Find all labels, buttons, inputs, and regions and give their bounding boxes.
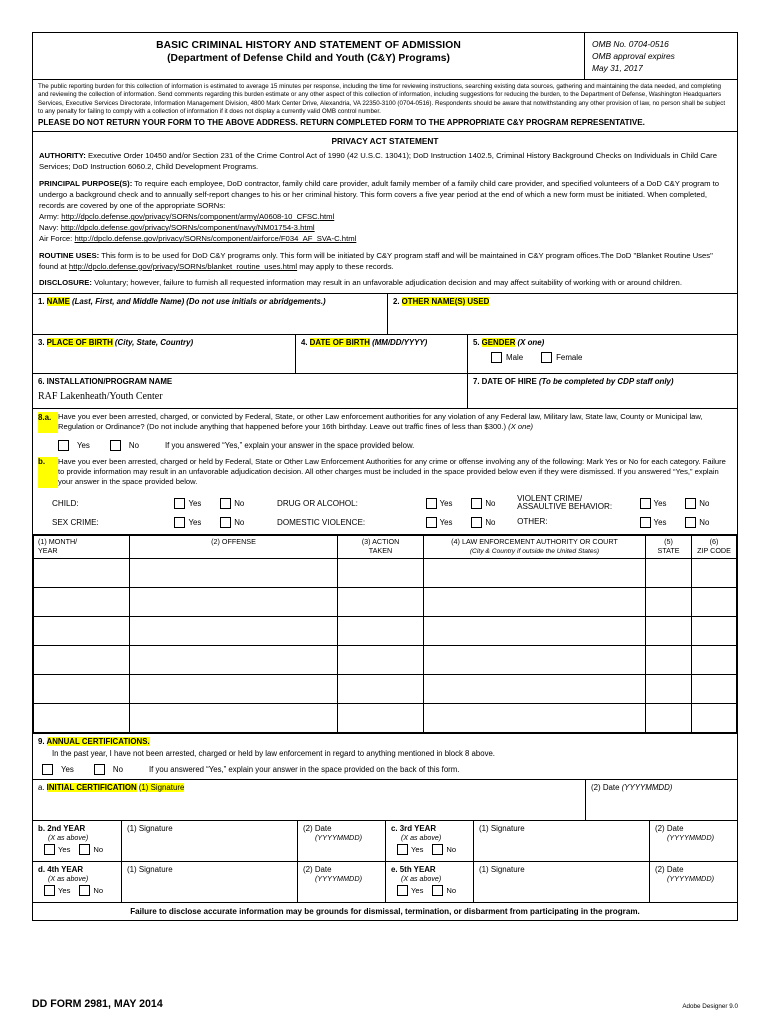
- year-3-no-checkbox[interactable]: [432, 844, 443, 855]
- offense-table-wrapper: [33, 534, 737, 734]
- privacy-routine-uses: [39, 250, 731, 272]
- year-5-date-label: (2) Date: [655, 865, 684, 875]
- initial-certification-date-hint: (YYYYMMDD): [621, 783, 673, 793]
- category-other-yes-checkbox[interactable]: [640, 517, 651, 528]
- block-8a-answer-row: [38, 440, 731, 451]
- sorn-airforce-label: Air Force:: [39, 234, 73, 244]
- year-4-signature[interactable]: [121, 862, 297, 902]
- cell-authority[interactable]: [424, 588, 646, 617]
- cell-state[interactable]: [646, 588, 692, 617]
- field-2-number: 2.: [393, 297, 400, 306]
- year-2-title: 2nd YEAR: [47, 824, 86, 834]
- category-violent-no-label: No: [699, 498, 710, 508]
- category-sexcrime-yes[interactable]: [174, 517, 220, 528]
- burden-statement: [33, 80, 737, 133]
- field-1-number: 1.: [38, 297, 45, 306]
- cell-offense[interactable]: [130, 559, 338, 588]
- cell-state[interactable]: [646, 675, 692, 704]
- form-title-line2: (Department of Defense Child and Youth (C&Y) Programs): [167, 53, 450, 64]
- block-8a-tag: 8.a.: [38, 412, 58, 433]
- category-drug-yes[interactable]: [426, 498, 472, 509]
- privacy-purpose: [39, 178, 731, 245]
- sorn-airforce-link[interactable]: http://dpclo.defense.gov/privacy/SORNs/component/airforce/F034_AF_SVA-C.html: [74, 234, 357, 244]
- cell-offense[interactable]: [130, 646, 338, 675]
- burden-notice: PLEASE DO NOT RETURN YOUR FORM TO THE ABOVE ADDRESS. RETURN COMPLETED FORM TO THE APPROPRIATE C&Y PROGRAM REPRESENTATIVE.: [38, 117, 645, 127]
- table-row[interactable]: [34, 559, 737, 588]
- table-row[interactable]: [34, 675, 737, 704]
- year-5-no-label: No: [446, 886, 457, 896]
- field-1-label: NAME: [46, 297, 70, 306]
- privacy-disclosure-label: DISCLOSURE:: [39, 277, 92, 287]
- cell-authority[interactable]: [424, 704, 646, 733]
- year-5-date[interactable]: [649, 862, 737, 902]
- category-other-yes[interactable]: [640, 517, 686, 528]
- cell-zip[interactable]: [692, 646, 737, 675]
- initial-certification-label: INITIAL CERTIFICATION: [46, 783, 137, 793]
- omb-block: [585, 33, 737, 79]
- offense-col-action-taken: [338, 536, 424, 559]
- field-4-date-of-birth[interactable]: [295, 335, 467, 373]
- field-7-hint: (To be completed by CDP staff only): [538, 377, 674, 386]
- category-other-yes-label: Yes: [653, 518, 667, 528]
- year-2-no-checkbox[interactable]: [79, 844, 90, 855]
- failure-notice: Failure to disclose accurate information may be grounds for dismissal, termination, or disbarment from participating in the program.: [130, 907, 640, 917]
- block-8b-category-grid: [38, 495, 731, 528]
- year-2-tag: b.: [38, 824, 46, 834]
- category-child-yes-label: Yes: [188, 498, 202, 508]
- initial-certification-tag: a.: [38, 783, 45, 793]
- year-4-tag: d.: [38, 865, 46, 875]
- omb-number: OMB No. 0704-0516: [592, 39, 669, 49]
- privacy-authority-label: AUTHORITY:: [39, 151, 86, 161]
- cell-month-year[interactable]: [34, 675, 130, 704]
- year-3-label-cell: [385, 821, 473, 861]
- offense-col-4-sub: (City & Country if outside the United States): [469, 547, 600, 555]
- field-3-label: PLACE OF BIRTH: [46, 338, 113, 347]
- table-row[interactable]: [34, 588, 737, 617]
- year-4-no-label: No: [93, 886, 104, 896]
- block-8a-note: If you answered “Yes,” explain your answer in the space provided below.: [164, 440, 415, 450]
- field-7-number: 7.: [473, 377, 480, 386]
- cell-state[interactable]: [646, 646, 692, 675]
- category-domestic-no-checkbox[interactable]: [471, 517, 482, 528]
- year-5-date-hint: (YYYYMMDD): [667, 874, 715, 884]
- cell-action[interactable]: [338, 617, 424, 646]
- year-3-date-label: (2) Date: [655, 824, 684, 834]
- category-child-no[interactable]: [220, 498, 244, 509]
- form-title-block: [33, 33, 585, 79]
- offense-col-offense: [130, 536, 338, 559]
- block-8b-tag: b.: [38, 457, 58, 488]
- cell-month-year[interactable]: [34, 588, 130, 617]
- category-other-no-checkbox[interactable]: [685, 517, 696, 528]
- year-2-name: [38, 824, 118, 833]
- block-9-note: If you answered “Yes,” explain your answer in the space provided on the back of this form.: [148, 765, 460, 775]
- category-drug-yes-checkbox[interactable]: [426, 498, 437, 509]
- year-4-title: 4th YEAR: [47, 865, 84, 875]
- category-child-yes-checkbox[interactable]: [174, 498, 185, 509]
- category-violent-yes[interactable]: [640, 498, 686, 509]
- field-2-other-names[interactable]: [387, 294, 737, 334]
- category-drug-no-label: No: [485, 498, 496, 508]
- cell-action[interactable]: [338, 646, 424, 675]
- category-row-2: [52, 517, 731, 528]
- category-sexcrime-label: SEX CRIME:: [52, 518, 99, 528]
- year-4-name: [38, 865, 118, 874]
- omb-expires-date: May 31, 2017: [592, 62, 643, 73]
- gender-male-label: Male: [506, 353, 524, 362]
- cell-month-year[interactable]: [34, 559, 130, 588]
- privacy-purpose-text: To require each employee, DoD contractor, family child care provider, adult family member of a family child care provider, and specified volunteers of a DoD C&Y program to undergo a background check and to annually self-report changes to his or her criminal history. This form covers a five year period at the end of which a new form must be initiated. When completed, records are covered by one of the appropriate SORNs:: [39, 178, 720, 210]
- block-9-no-label: No: [112, 765, 123, 775]
- year-4-yes-checkbox[interactable]: [44, 885, 55, 896]
- offense-col-zip: [692, 536, 737, 559]
- block-8a-text: Have you ever been arrested, charged, or convicted by Federal, State, or other Law enforcement authorities for any violation of any Federal law, Military law, State law, County or Municipal law, Regulation or Ordinance? (Do not include anything that happened before your 16th birthday. Leave out traffic fines of less than $300.): [58, 412, 703, 432]
- category-child-no-checkbox[interactable]: [220, 498, 231, 509]
- cell-action[interactable]: [338, 588, 424, 617]
- category-violent-label-line1: VIOLENT CRIME/: [517, 493, 583, 503]
- cell-offense[interactable]: [130, 675, 338, 704]
- dd-form-2981: [32, 32, 738, 921]
- year-3-date-hint: (YYYYMMDD): [667, 833, 715, 843]
- privacy-routine-text-1: This form is to be used for DoD C&Y programs only. This form will be initiated by C&Y program staff and will be maintained in C&Y program offices.The DoD "Blanket Routine Uses" found at: [39, 250, 713, 271]
- initial-certification-date-label: (2) Date: [591, 783, 620, 793]
- block-9-statement: In the past year, I have not been arrested, charged or held by law enforcement in regard to anything mentioned in block 8 above.: [52, 749, 495, 759]
- page-footer: [32, 998, 738, 1010]
- year-4-signature-label: (1) Signature: [127, 865, 173, 875]
- year-4-label-cell: [33, 862, 121, 902]
- year-3-tag: c.: [391, 824, 398, 834]
- block-9-number: 9.: [38, 737, 45, 747]
- category-domestic-no-label: No: [485, 518, 496, 528]
- block-8b: [33, 457, 737, 534]
- category-drug-no-checkbox[interactable]: [471, 498, 482, 509]
- field-7-label: DATE OF HIRE: [481, 377, 537, 386]
- offense-col-1-l1: MONTH/: [48, 537, 78, 547]
- year-3-signature-label: (1) Signature: [479, 824, 525, 834]
- year-2-no-label: No: [93, 845, 104, 855]
- privacy-authority: [39, 150, 731, 172]
- year-row-2-3: [33, 821, 737, 862]
- year-3-checkboxes: [397, 844, 470, 855]
- category-child-no-label: No: [234, 498, 245, 508]
- gender-female-label: Female: [556, 353, 583, 362]
- year-3-name: [391, 824, 470, 833]
- offense-col-4-l1: LAW ENFORCEMENT AUTHORITY OR COURT: [461, 537, 618, 547]
- privacy-routine-text-2: may apply to these records.: [297, 261, 394, 271]
- block-8a-hint: (X one): [508, 422, 534, 432]
- year-3-date[interactable]: [649, 821, 737, 861]
- year-3-title: 3rd YEAR: [399, 824, 437, 834]
- category-sexcrime-no-checkbox[interactable]: [220, 517, 231, 528]
- cell-zip[interactable]: [692, 704, 737, 733]
- year-2-date[interactable]: [297, 821, 385, 861]
- year-5-tag: e.: [391, 865, 398, 875]
- year-4-date[interactable]: [297, 862, 385, 902]
- form-title-line1: BASIC CRIMINAL HISTORY AND STATEMENT OF ADMISSION: [156, 40, 461, 51]
- block-8a-no-checkbox[interactable]: [110, 440, 121, 451]
- cell-zip[interactable]: [692, 588, 737, 617]
- year-5-name: [391, 865, 470, 874]
- field-3-number: 3.: [38, 338, 45, 347]
- year-4-hint: (X as above): [48, 875, 89, 884]
- burden-paragraph: The public reporting burden for this collection of information is estimated to average 15 minutes per response, including the time for reviewing instructions, searching existing data sources, gathering and maintaining the data needed, and completing and reviewing the collection of information. Send comments regarding this burden estimate or any other aspect of this collection of information, including suggestions for reducing the burden, to the Department of Defense, Washington Headquarters Services, Executive Services Directorate, Information Management Division, 4800 Mark Center Drive, Alexandria, VA 22350-3100 (0704-0516). Respondents should be aware that notwithstanding any other provision of law, no person shall be subject to any penalty for failing to comply with a collection of information if it does not display a currently valid OMB control number.: [38, 82, 726, 116]
- privacy-act-statement: [33, 132, 737, 294]
- year-5-label-cell: [385, 862, 473, 902]
- year-5-hint: (X as above): [401, 875, 442, 884]
- field-5-hint: (X one): [517, 338, 545, 347]
- cell-month-year[interactable]: [34, 617, 130, 646]
- cell-zip[interactable]: [692, 617, 737, 646]
- cell-offense[interactable]: [130, 617, 338, 646]
- cell-authority[interactable]: [424, 675, 646, 704]
- form-header: [33, 33, 737, 80]
- year-2-hint: (X as above): [48, 834, 89, 843]
- block-9-answer-row: [38, 764, 732, 775]
- category-child-yes[interactable]: [174, 498, 220, 509]
- offense-col-state: [646, 536, 692, 559]
- cell-action[interactable]: [338, 559, 424, 588]
- cell-state[interactable]: [646, 704, 692, 733]
- field-7-date-of-hire[interactable]: [467, 374, 737, 408]
- privacy-disclosure-text: Voluntary; however, failure to furnish all requested information may result in an unfavorable adjudication decision and may affect suitability of working with or around children.: [94, 277, 682, 287]
- initial-certification-date[interactable]: [585, 780, 737, 820]
- category-sexcrime-yes-checkbox[interactable]: [174, 517, 185, 528]
- cell-month-year[interactable]: [34, 646, 130, 675]
- block-9-no-checkbox[interactable]: [94, 764, 105, 775]
- field-6-label: INSTALLATION/PROGRAM NAME: [46, 377, 173, 386]
- gender-male-checkbox[interactable]: [491, 352, 502, 363]
- privacy-routine-label: ROUTINE USES:: [39, 250, 100, 260]
- block-9-yes-checkbox[interactable]: [42, 764, 53, 775]
- category-drug-yes-label: Yes: [439, 498, 453, 508]
- category-sexcrime-no-label: No: [234, 518, 245, 528]
- omb-expires-label: OMB approval expires: [592, 50, 675, 61]
- year-4-checkboxes: [44, 885, 118, 896]
- block-8a-yes-label: Yes: [77, 440, 90, 450]
- sorn-navy-label: Navy:: [39, 223, 59, 233]
- offense-col-3-l2: TAKEN: [368, 545, 393, 555]
- cell-offense[interactable]: [130, 704, 338, 733]
- block-8a-question: [58, 412, 731, 433]
- year-2-yes-label: Yes: [58, 845, 71, 855]
- gender-female-checkbox[interactable]: [541, 352, 552, 363]
- category-violent-label-line2: ASSAULTIVE BEHAVIOR:: [517, 502, 613, 512]
- field-1-hint2: (Do not use initials or abridgements.): [186, 297, 326, 306]
- category-domestic-yes[interactable]: [426, 517, 472, 528]
- block-8a: [33, 409, 737, 457]
- year-3-hint: (X as above): [401, 834, 442, 843]
- offense-col-3-num: (3): [361, 537, 371, 547]
- category-domestic-label: DOMESTIC VIOLENCE:: [276, 518, 366, 528]
- cell-zip[interactable]: [692, 675, 737, 704]
- row-installation-hire: [33, 374, 737, 409]
- year-4-yes-label: Yes: [58, 886, 71, 896]
- year-5-no-checkbox[interactable]: [432, 885, 443, 896]
- category-domestic-no[interactable]: [471, 517, 517, 528]
- block-9-heading: [38, 737, 732, 746]
- field-3-hint: (City, State, Country): [114, 338, 194, 347]
- category-row-1: [52, 495, 731, 512]
- initial-certification-sig-label: (1) Signature: [138, 783, 185, 793]
- category-violent-label: [517, 495, 639, 512]
- year-2-date-label: (2) Date: [303, 824, 332, 834]
- block-8a-yes-checkbox[interactable]: [58, 440, 69, 451]
- cell-authority[interactable]: [424, 559, 646, 588]
- privacy-purpose-label: PRINCIPAL PURPOSE(S):: [39, 178, 133, 188]
- offense-table-body: [34, 559, 737, 733]
- category-violent-no-checkbox[interactable]: [685, 498, 696, 509]
- year-3-yes-label: Yes: [411, 845, 424, 855]
- block-9-label: ANNUAL CERTIFICATIONS.: [46, 737, 150, 747]
- year-2-signature-label: (1) Signature: [127, 824, 173, 834]
- privacy-disclosure: [39, 277, 731, 288]
- offense-col-5-l1: STATE: [657, 545, 680, 555]
- table-row[interactable]: [34, 704, 737, 733]
- category-domestic-yes-label: Yes: [439, 518, 453, 528]
- field-6-installation[interactable]: [33, 374, 467, 408]
- category-violent-no[interactable]: [685, 498, 731, 509]
- year-2-date-hint: (YYYYMMDD): [315, 833, 363, 843]
- year-4-date-hint: (YYYYMMDD): [315, 874, 363, 884]
- category-drug-no[interactable]: [471, 498, 517, 509]
- category-other-no-label: No: [699, 518, 710, 528]
- category-child-label: CHILD:: [52, 498, 79, 508]
- cell-month-year[interactable]: [34, 704, 130, 733]
- offense-col-4-num: (4): [451, 537, 460, 547]
- block-8a-no-label: No: [128, 440, 139, 450]
- routine-uses-link[interactable]: http://dpclo.defense.gov/privacy/SORNs/blanket_routine_uses.html: [68, 261, 298, 271]
- row-name: [33, 294, 737, 335]
- year-2-label-cell: [33, 821, 121, 861]
- offense-col-1-l2: YEAR: [38, 545, 58, 555]
- block-8b-text: Have you ever been arrested, charged or held by Federal, State or Other Law Enforcement Authorities for any crime or offense involving any of the following: Mark Yes or No for each category. Failure to provide information may result in an unfavorable adjudication decision. All other charges must be included in the space provided below even if they were dismissed. If you answered “Yes,” explain your answer in the space provided below.: [58, 456, 726, 487]
- year-5-signature-label: (1) Signature: [479, 865, 525, 875]
- year-4-no-checkbox[interactable]: [79, 885, 90, 896]
- cell-zip[interactable]: [692, 559, 737, 588]
- row-birth-gender: [33, 335, 737, 374]
- field-4-label: DATE OF BIRTH: [309, 338, 370, 347]
- form-identifier: DD FORM 2981, MAY 2014: [32, 998, 163, 1010]
- table-row[interactable]: [34, 646, 737, 675]
- year-5-signature[interactable]: [473, 862, 649, 902]
- offense-col-6-num: (6): [709, 537, 719, 547]
- cell-authority[interactable]: [424, 646, 646, 675]
- block-9-yes-label: Yes: [61, 765, 74, 775]
- category-other-label: OTHER:: [517, 517, 548, 527]
- offense-col-authority: [424, 536, 646, 559]
- category-sexcrime-yes-label: Yes: [188, 518, 202, 528]
- offense-col-1-num: (1): [38, 537, 47, 547]
- offense-col-2-l1: OFFENSE: [221, 537, 256, 547]
- year-4-date-label: (2) Date: [303, 865, 332, 875]
- block-9-annual-certifications: [33, 734, 737, 780]
- field-5-number: 5.: [473, 338, 480, 347]
- sorn-army-link[interactable]: http://dpclo.defense.gov/privacy/SORNs/component/army/A0608-10_CFSC.html: [61, 212, 335, 222]
- year-5-title: 5th YEAR: [399, 865, 436, 875]
- table-row[interactable]: [34, 617, 737, 646]
- year-3-no-label: No: [446, 845, 457, 855]
- cell-action[interactable]: [338, 704, 424, 733]
- cell-state[interactable]: [646, 617, 692, 646]
- cell-state[interactable]: [646, 559, 692, 588]
- field-2-label: OTHER NAME(S) USED: [401, 297, 490, 306]
- year-2-signature[interactable]: [121, 821, 297, 861]
- offense-col-3-l1: ACTION: [372, 537, 400, 547]
- year-3-yes-checkbox[interactable]: [397, 844, 408, 855]
- offense-table-header-row: [34, 536, 737, 559]
- cell-offense[interactable]: [130, 588, 338, 617]
- year-2-yes-checkbox[interactable]: [44, 844, 55, 855]
- year-3-signature[interactable]: [473, 821, 649, 861]
- field-5-label: GENDER: [481, 338, 516, 347]
- offense-table: [33, 535, 737, 733]
- offense-col-month-year: [34, 536, 130, 559]
- field-6-number: 6.: [38, 377, 45, 386]
- offense-col-6-l1: ZIP CODE: [697, 545, 731, 555]
- offense-col-5-num: (5): [664, 537, 673, 547]
- cell-action[interactable]: [338, 675, 424, 704]
- year-2-checkboxes: [44, 844, 118, 855]
- field-3-place-of-birth[interactable]: [33, 335, 295, 373]
- field-4-hint: (MM/DD/YYYY): [372, 338, 428, 347]
- adobe-designer-note: Adobe Designer 9.0: [682, 1003, 738, 1010]
- field-4-number: 4.: [301, 338, 308, 347]
- initial-certification-signature[interactable]: [33, 780, 585, 820]
- category-sexcrime-no[interactable]: [220, 517, 244, 528]
- privacy-act-title: PRIVACY ACT STATEMENT: [331, 136, 439, 147]
- offense-col-2-num: (2): [211, 537, 220, 547]
- year-row-4-5: [33, 862, 737, 903]
- year-5-yes-label: Yes: [411, 886, 424, 896]
- field-5-gender: [467, 335, 737, 373]
- privacy-authority-text: Executive Order 10450 and/or Section 231 of the Crime Control Act of 1990 (42 U.S.C. 13041); DoD Instruction 1402.5, Criminal History Background Checks on Individuals in Child Care Services; DoD Instruction 6060.2, Child Development Programs.: [39, 151, 717, 172]
- initial-certification-row: [33, 780, 737, 821]
- category-domestic-yes-checkbox[interactable]: [426, 517, 437, 528]
- field-1-name[interactable]: [33, 294, 387, 334]
- sorn-navy-link[interactable]: http://dpclo.defense.gov/privacy/SORNs/component/navy/NM01754-3.html: [60, 223, 315, 233]
- field-1-hint1: (Last, First, and Middle Name): [71, 297, 185, 306]
- field-6-value: RAF Lakenheath/Youth Center: [38, 391, 163, 402]
- category-other-no[interactable]: [685, 517, 731, 528]
- cell-authority[interactable]: [424, 617, 646, 646]
- category-drug-label: DRUG OR ALCOHOL:: [276, 498, 358, 508]
- year-5-checkboxes: [397, 885, 470, 896]
- category-violent-yes-checkbox[interactable]: [640, 498, 651, 509]
- sorn-army-label: Army:: [39, 212, 60, 222]
- year-5-yes-checkbox[interactable]: [397, 885, 408, 896]
- category-violent-yes-label: Yes: [653, 498, 667, 508]
